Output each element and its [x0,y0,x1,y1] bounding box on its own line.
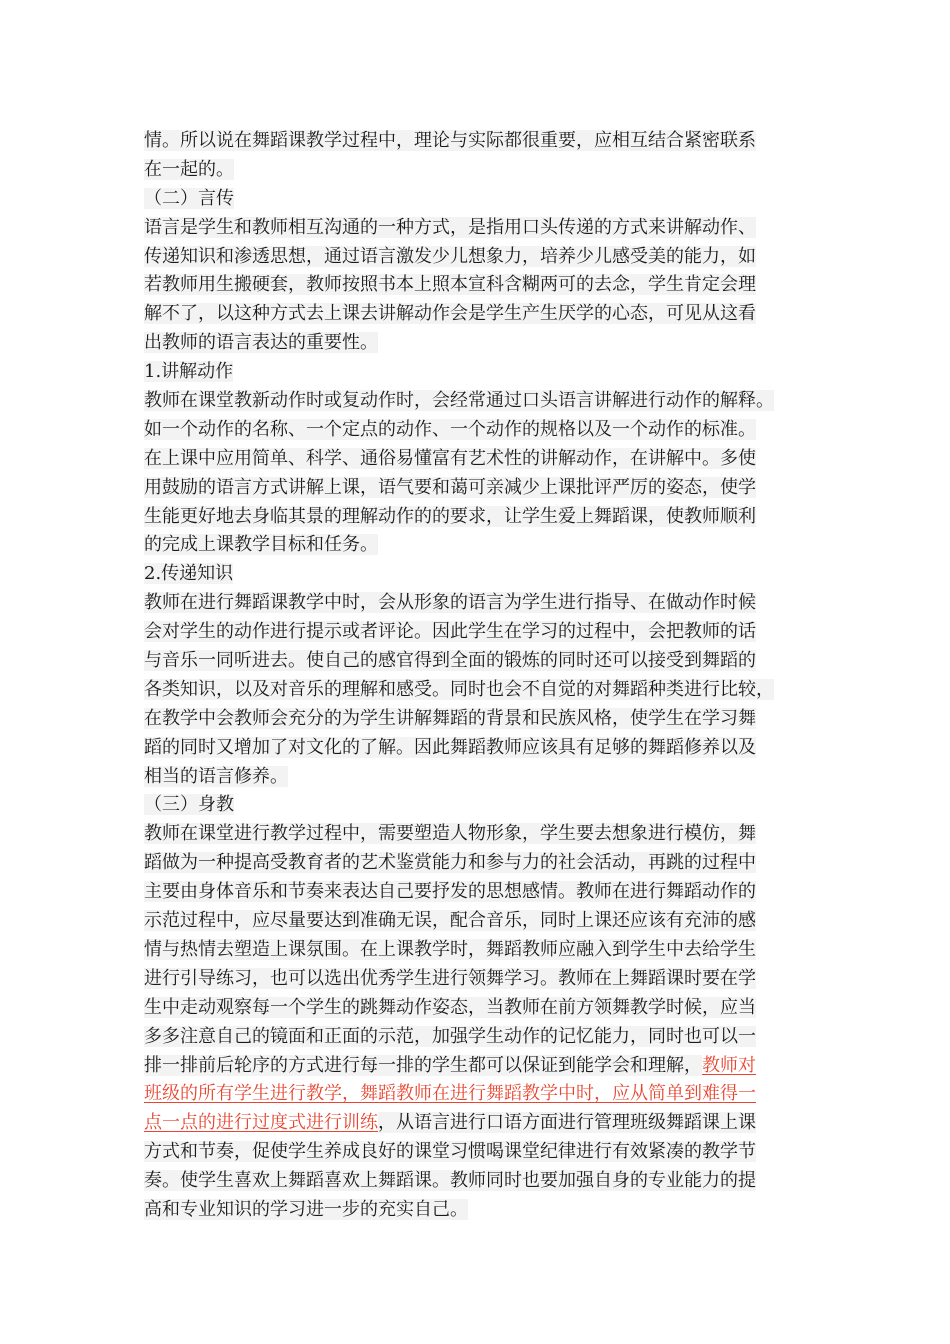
highlighted-text: 教师对 [702,1054,756,1076]
text-line: 会对学生的动作进行提示或者评论。因此学生在学习的过程中，会把教师的话 [144,621,756,643]
text-line: 出教师的语言表达的重要性。 [144,332,378,354]
subsection-heading: 2.传递知识 [144,563,234,585]
text-line: 在一起的。 [144,158,234,180]
text-line: 语言是学生和教师相互沟通的一种方式，是指用口头传递的方式来讲解动作、 [144,216,756,238]
text-line: 生中走动观察每一个学生的跳舞动作姿态，当教师在前方领舞教学时候，应当 [144,996,756,1018]
text-line: 教师在课堂进行教学过程中，需要塑造人物形象，学生要去想象进行模仿，舞 [144,823,756,845]
text-line: 情。所以说在舞蹈课教学过程中，理论与实际都很重要，应相互结合紧密联系 [144,130,756,151]
text-line: 在上课中应用简单、科学、通俗易懂富有艺术性的讲解动作，在讲解中。多使 [144,447,756,469]
text-line: 蹈的同时又增加了对文化的了解。因此舞蹈教师应该具有足够的舞蹈修养以及 [144,736,756,758]
text-line: 如一个动作的名称、一个定点的动作、一个动作的规格以及一个动作的标准。 [144,418,756,440]
highlighted-text: 点一点的进行过度式进行训练 [144,1112,378,1134]
text-line: 教师在进行舞蹈课教学中时，会从形象的语言为学生进行指导、在做动作时候 [144,592,756,614]
text-line: 生能更好地去身临其景的理解动作的的要求，让学生爱上舞蹈课，使教师顺利 [144,505,756,527]
text-line: 主要由身体音乐和节奏来表达自己要抒发的思想感情。教师在进行舞蹈动作的 [144,881,756,903]
text-line: 与音乐一同听进去。使自己的感官得到全面的锻炼的同时还可以接受到舞蹈的 [144,650,756,672]
document-body [144,127,806,1225]
text-line: 的完成上课教学目标和任务。 [144,534,378,556]
text-line: 在教学中会教师会充分的为学生讲解舞蹈的背景和民族风格，使学生在学习舞 [144,707,756,729]
text-line: 各类知识，以及对音乐的理解和感受。同时也会不自觉的对舞蹈种类进行比较， [144,678,774,700]
text-line: 若教师用生搬硬套，教师按照书本上照本宣科含糊两可的去念，学生肯定会理 [144,274,756,296]
text-line: 传递知识和渗透思想，通过语言激发少儿想象力，培养少儿感受美的能力，如 [144,245,756,267]
text-line: 进行引导练习，也可以选出优秀学生进行领舞学习。教师在上舞蹈课时要在学 [144,967,756,989]
text-line: 高和专业知识的学习进一步的充实自己。 [144,1198,468,1220]
text-line: 点一点的进行过度式进行训练，从语言进行口语方面进行管理班级舞蹈课上课 [144,1112,756,1134]
text-line: 奏。使学生喜欢上舞蹈喜欢上舞蹈课。教师同时也要加强自身的专业能力的提 [144,1170,756,1192]
subsection-heading: 1.讲解动作 [144,361,234,383]
text-line [144,1080,806,1109]
text-line: 教师在课堂教新动作时或复动作时，会经常通过口头语言讲解进行动作的解释。 [144,390,774,412]
text-line: 相当的语言修养。 [144,765,288,787]
section-heading: （二）言传 [144,187,234,209]
text-line: 多多注意自己的镜面和正面的示范，加强学生动作的记忆能力，同时也可以一 [144,1025,756,1047]
section-heading: （三）身教 [144,794,234,816]
text-line: 解不了，以这种方式去上课去讲解动作会是学生产生厌学的心态，可见从这看 [144,303,756,325]
text-line: 示范过程中，应尽量要达到准确无误，配合音乐，同时上课还应该有充沛的感 [144,910,756,932]
highlighted-text: 班级的所有学生进行教学，舞蹈教师在进行舞蹈教学中时，应从简单到难得一 [144,1083,756,1105]
text-line: 方式和节奏，促使学生养成良好的课堂习惯喝课堂纪律进行有效紧凑的教学节 [144,1141,756,1163]
text-line: 情与热情去塑造上课氛围。在上课教学时，舞蹈教师应融入到学生中去给学生 [144,938,756,960]
text-line: 排一排前后轮序的方式进行每一排的学生都可以保证到能学会和理解，教师对 [144,1054,756,1076]
text-line: 用鼓励的语言方式讲解上课，语气要和蔼可亲减少上课批评严厉的姿态，使学 [144,476,756,498]
text-line: 蹈做为一种提高受教育者的艺术鉴赏能力和参与力的社会活动，再跳的过程中 [144,852,756,874]
